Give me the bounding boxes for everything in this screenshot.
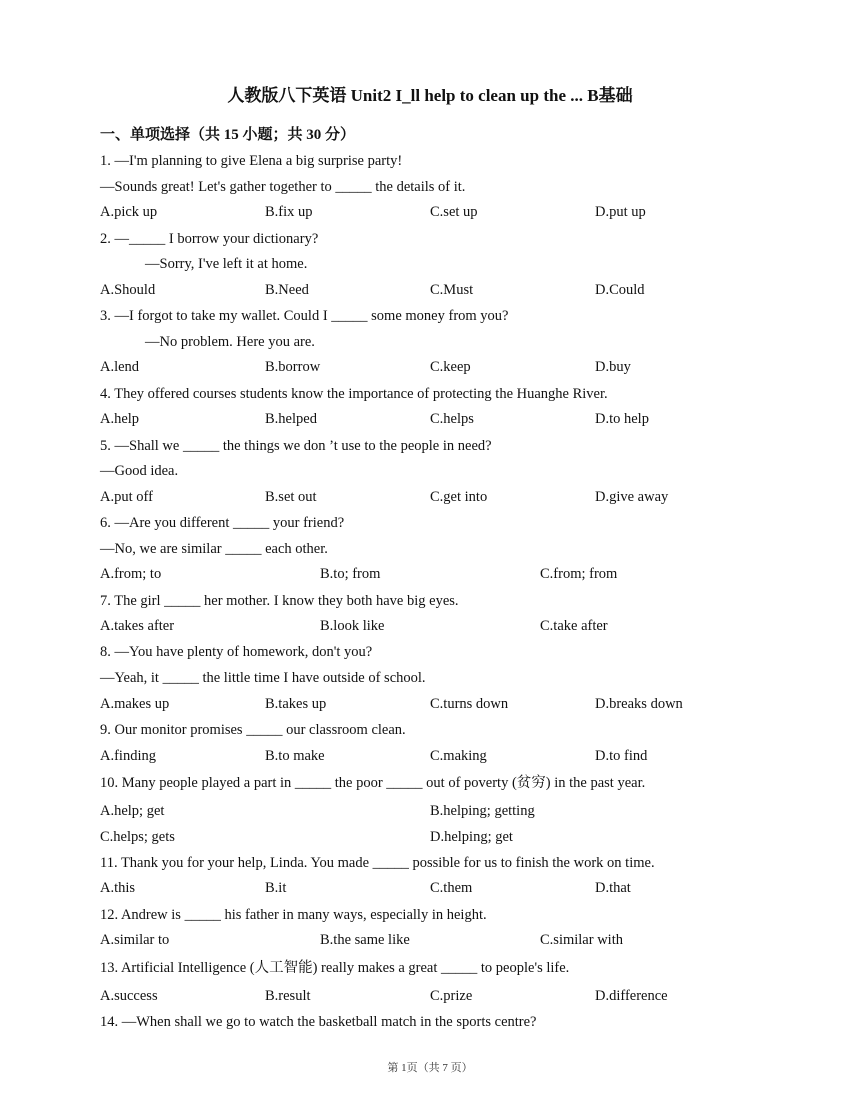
question-4-stem: 4. They offered courses students know the importance of protecting the Huanghe River. <box>100 386 608 402</box>
question-5-option-a: A.put off <box>100 489 153 505</box>
question-5-option-c: C.get into <box>430 489 488 505</box>
page-footer: 第 1页（共 7 页） <box>387 1062 473 1074</box>
question-1-stem: 1. —I'm planning to give Elena a big surprise party! <box>100 153 403 169</box>
question-2-response: —Sorry, I've left it at home. <box>145 256 308 272</box>
question-9-option-c: C.making <box>430 748 487 764</box>
question-3-option-a: A.lend <box>100 359 140 375</box>
question-3-stem: 3. —I forgot to take my wallet. Could I _____ some money from you? <box>100 308 509 324</box>
question-1-response: —Sounds great! Let's gather together to _____ the details of it. <box>100 179 466 195</box>
question-7-option-a: A.takes after <box>100 618 175 634</box>
question-10-option-d: D.helping; get <box>430 829 513 845</box>
question-13-stem: 13. Artificial Intelligence (人工智能) really makes a great _____ to people's life. <box>100 960 570 976</box>
question-1-option-d: D.put up <box>595 204 646 220</box>
question-2-option-d: D.Could <box>595 282 645 298</box>
question-6-stem: 6. —Are you different _____ your friend? <box>100 515 345 531</box>
question-4-option-c: C.helps <box>430 411 474 427</box>
question-8-response: —Yeah, it _____ the little time I have outside of school. <box>100 670 426 686</box>
question-3-option-c: C.keep <box>430 359 471 375</box>
question-10-stem: 10. Many people played a part in _____ the poor _____ out of poverty (贫穷) in the past year. <box>100 775 646 791</box>
question-6-response: —No, we are similar _____ each other. <box>100 541 328 557</box>
question-7-option-b: B.look like <box>320 618 385 634</box>
question-8-option-a: A.makes up <box>100 696 170 712</box>
question-10-option-b: B.helping; getting <box>430 803 535 819</box>
section-heading: 一、单项选择（共 15 小题；共 30 分） <box>100 127 356 143</box>
question-11-option-c: C.them <box>430 880 473 896</box>
question-6-option-c: C.from; from <box>540 566 618 582</box>
question-12-option-b: B.the same like <box>320 932 410 948</box>
question-3-option-b: B.borrow <box>265 359 321 375</box>
question-12-option-c: C.similar with <box>540 932 623 948</box>
question-7-stem: 7. The girl _____ her mother. I know they both have big eyes. <box>100 593 459 609</box>
question-11-option-b: B.it <box>265 880 287 896</box>
question-4-option-d: D.to help <box>595 411 649 427</box>
question-3-response: —No problem. Here you are. <box>145 334 315 350</box>
question-10-option-c: C.helps; gets <box>100 829 175 845</box>
question-10-option-a: A.help; get <box>100 803 165 819</box>
question-5-option-b: B.set out <box>265 489 317 505</box>
question-13-option-b: B.result <box>265 988 311 1004</box>
document-title: 人教版八下英语 Unit2 I_ll help to clean up the ... B基础 <box>227 86 633 105</box>
question-2-option-a: A.Should <box>100 282 156 298</box>
question-12-option-a: A.similar to <box>100 932 170 948</box>
question-5-response: —Good idea. <box>100 463 179 479</box>
question-1-option-b: B.fix up <box>265 204 313 220</box>
question-2-option-c: C.Must <box>430 282 474 298</box>
question-1-option-c: C.set up <box>430 204 478 220</box>
question-2-option-b: B.Need <box>265 282 309 298</box>
question-8-stem: 8. —You have plenty of homework, don't you? <box>100 644 373 660</box>
question-11-option-a: A.this <box>100 880 136 896</box>
question-3-option-d: D.buy <box>595 359 631 375</box>
question-13-option-d: D.difference <box>595 988 668 1004</box>
question-2-stem: 2. —_____ I borrow your dictionary? <box>100 231 319 247</box>
question-9-stem: 9. Our monitor promises _____ our classroom clean. <box>100 722 406 738</box>
question-8-option-d: D.breaks down <box>595 696 683 712</box>
question-8-option-b: B.takes up <box>265 696 327 712</box>
question-9-option-b: B.to make <box>265 748 325 764</box>
question-4-option-b: B.helped <box>265 411 317 427</box>
question-7-option-c: C.take after <box>540 618 608 634</box>
question-6-option-b: B.to; from <box>320 566 381 582</box>
question-9-option-a: A.finding <box>100 748 156 764</box>
question-4-option-a: A.help <box>100 411 140 427</box>
question-6-option-a: A.from; to <box>100 566 162 582</box>
question-13-option-c: C.prize <box>430 988 473 1004</box>
question-8-option-c: C.turns down <box>430 696 509 712</box>
question-14-stem: 14. —When shall we go to watch the basketball match in the sports centre? <box>100 1014 537 1030</box>
question-9-option-d: D.to find <box>595 748 648 764</box>
question-5-option-d: D.give away <box>595 489 669 505</box>
question-13-option-a: A.success <box>100 988 158 1004</box>
question-11-option-d: D.that <box>595 880 631 896</box>
question-1-option-a: A.pick up <box>100 204 158 220</box>
question-11-stem: 11. Thank you for your help, Linda. You made _____ possible for us to finish the work on time. <box>100 855 655 871</box>
question-5-stem: 5. —Shall we _____ the things we don ’t use to the people in need? <box>100 438 492 454</box>
question-12-stem: 12. Andrew is _____ his father in many ways, especially in height. <box>100 907 487 923</box>
